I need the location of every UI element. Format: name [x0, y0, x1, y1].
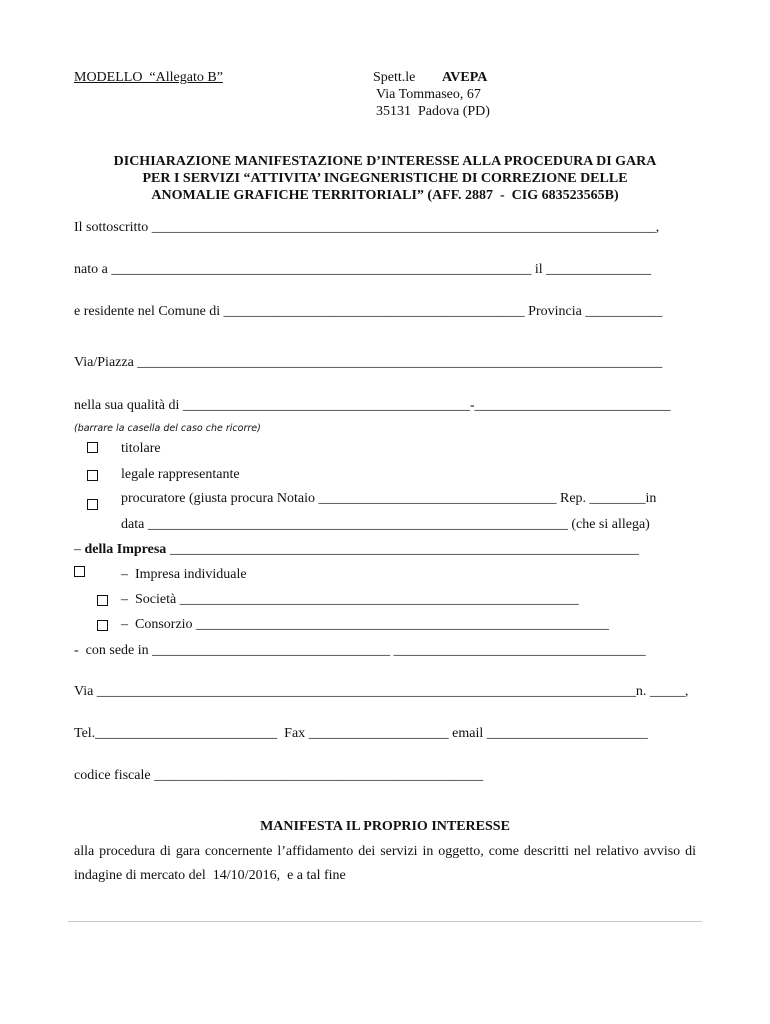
impresa-line: ___________________________________________________________________	[166, 542, 639, 557]
field-sede[interactable]: - con sede in __________________________________ ____________________________________	[74, 643, 646, 658]
label-titolare: titolare	[121, 441, 161, 456]
model-label: MODELLO “Allegato B”	[74, 70, 223, 85]
recipient-address-line2: 35131 Padova (PD)	[376, 104, 490, 119]
field-via[interactable]: Via _____________________________________________________________________________n. _____,	[74, 684, 689, 699]
impresa-label: della Impresa	[84, 542, 167, 557]
declaration-title-line3: ANOMALIE GRAFICHE TERRITORIALI” (AFF. 2887 - CIG 683523565B)	[151, 188, 619, 203]
declaration-title-line2: PER I SERVIZI “ATTIVITA’ INGEGNERISTICHE DI CORREZIONE DELLE	[142, 171, 628, 186]
checkbox-consorzio[interactable]	[97, 620, 108, 631]
label-impresa-individuale: – Impresa individuale	[121, 567, 247, 582]
declaration-title-line1: DICHIARAZIONE MANIFESTAZIONE D’INTERESSE ALLA PROCEDURA DI GARA	[113, 154, 657, 169]
checkbox-titolare[interactable]	[87, 442, 98, 453]
checkbox-societa[interactable]	[97, 595, 108, 606]
field-via-piazza[interactable]: Via/Piazza ___________________________________________________________________________	[74, 355, 663, 370]
recipient-name: AVEPA	[442, 70, 488, 85]
page-divider	[68, 921, 702, 922]
label-legale-rappresentante: legale rappresentante	[121, 467, 240, 482]
manifesta-heading: MANIFESTA IL PROPRIO INTERESSE	[260, 819, 510, 834]
manifesta-paragraph: alla procedura di gara concernente l’affidamento dei servizi in oggetto, come descritti nel relativo avviso di indagine di mercato del 14/10/2016, e a tal fine	[74, 844, 696, 883]
spett-label: Spett.le	[373, 70, 416, 85]
field-impresa[interactable]	[74, 542, 639, 558]
field-residente[interactable]: e residente nel Comune di ___________________________________________ Provincia ___________	[74, 304, 663, 319]
field-nato[interactable]: nato a ____________________________________________________________ il _______________	[74, 262, 652, 277]
impresa-prefix: –	[74, 542, 85, 557]
field-procuratore[interactable]: procuratore (giusta procura Notaio __________________________________ Rep. ________in	[121, 491, 657, 506]
field-codice-fiscale[interactable]: codice fiscale _______________________________________________	[74, 768, 484, 783]
field-contacts[interactable]: Tel.__________________________ Fax ____________________ email _______________________	[74, 726, 648, 741]
field-societa[interactable]: – Società _________________________________________________________	[121, 592, 579, 607]
checkbox-procuratore[interactable]	[87, 499, 98, 510]
field-data[interactable]: data ____________________________________________________________ (che si allega)	[121, 517, 650, 532]
field-qualita[interactable]: nella sua qualità di _________________________________________-____________________________	[74, 398, 671, 413]
recipient-address-line1: Via Tommaseo, 67	[376, 87, 481, 102]
qualita-note: (barrare la casella del caso che ricorre)	[74, 423, 261, 434]
field-consorzio[interactable]: – Consorzio ___________________________________________________________	[121, 617, 610, 632]
field-sottoscritto[interactable]: Il sottoscritto ________________________________________________________________________,	[74, 220, 660, 235]
checkbox-impresa-individuale[interactable]	[74, 566, 85, 577]
checkbox-legale-rappresentante[interactable]	[87, 470, 98, 481]
